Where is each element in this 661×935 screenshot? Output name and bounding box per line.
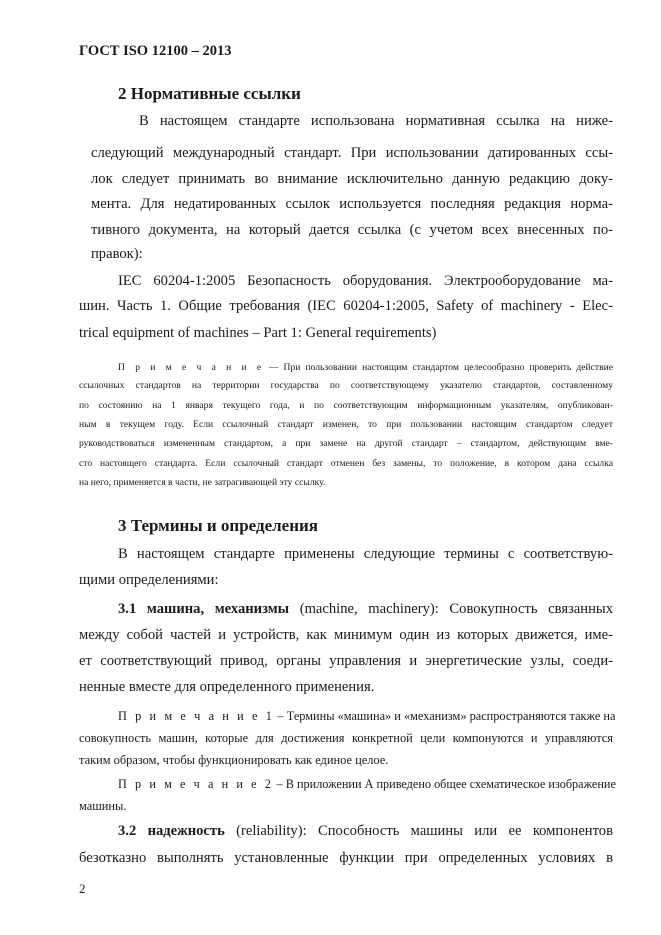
term-3-1-line4: ненные вместе для определенного применения. xyxy=(79,679,375,695)
term-3-1-first-text: (machine, machinery): Совокупность связанных xyxy=(289,601,613,617)
section-2-note-line2: ссылочных стандартов на территории государства по соответствующему указателю стандартов, составленному xyxy=(79,380,613,391)
note-1-first-text: – Термины «машина» и «механизм» распространяются также на xyxy=(274,709,616,723)
section-2-para1-line6: правок): xyxy=(91,246,143,262)
section-2-para1-line1: В настоящем стандарте использована нормативная ссылка на ниже- xyxy=(139,113,613,129)
note-2-line2: машины. xyxy=(79,799,127,813)
section-2-para1-line4: мента. Для недатированных ссылок используется последняя редакция норма- xyxy=(91,196,613,212)
section-2-note-line4: ным в текущем году. Если ссылочный стандарт изменен, то при пользовании настоящим стандартом следует xyxy=(79,419,613,430)
section-2-para1-line3: лок следует принимать во внимание исключительно данную редакцию доку- xyxy=(91,171,613,187)
section-3-intro-line1: В настоящем стандарте применены следующие термины с соответствую- xyxy=(118,546,613,562)
section-2-reference-line1: IEC 60204-1:2005 Безопасность оборудования. Электрооборудование ма- xyxy=(118,273,613,289)
section-2-heading: 2 Нормативные ссылки xyxy=(118,84,301,103)
note-1-line1 xyxy=(118,709,616,724)
document-header: ГОСТ ISO 12100 – 2013 xyxy=(79,43,232,59)
section-2-note-line1 xyxy=(118,362,613,373)
note-1-label: П р и м е ч а н и е 1 xyxy=(118,709,275,723)
note-1-line3: таким образом, чтобы функционировать как единое целое. xyxy=(79,753,389,767)
note-1-line2: совокупность машин, которые для достижения конкретной цели компонуются и управляются xyxy=(79,731,613,745)
section-2-para1-line2: следующий международный стандарт. При использовании датированных ссы- xyxy=(91,145,613,161)
section-2-para1-line5: тивного документа, на который дается ссылка (с учетом всех внесенных по- xyxy=(91,222,613,238)
note-first-text: — При пользовании настоящим стандартом целесообразно проверить действие xyxy=(263,362,613,373)
section-2-note-line6: сто настоящего стандарта. Если ссылочный стандарт отменен без замены, то положение, в котором дана ссылка xyxy=(79,458,613,469)
section-2-note-line7: на него, применяется в части, не затрагивающей эту ссылку. xyxy=(79,477,326,488)
section-2-reference-line3: trical equipment of machines – Part 1: General requirements) xyxy=(79,325,437,341)
section-2-note-line3: по состоянию на 1 января текущего года, и по соответствующим информационным указателям, опубликован- xyxy=(79,400,613,411)
note-2-line1 xyxy=(118,777,616,792)
section-2-reference-line2: шин. Часть 1. Общие требования (IEC 60204-1:2005, Safety of machinery - Elec- xyxy=(79,298,613,314)
term-3-1-line2: между собой частей и устройств, как минимум один из которых движется, име- xyxy=(79,627,613,643)
note-2-first-text: – В приложении А приведено общее схематическое изображение xyxy=(273,777,616,791)
section-3-intro-line2: щими определениями: xyxy=(79,572,219,588)
term-3-2-line2: безотказно выполнять установленные функции при определенных условиях в xyxy=(79,850,613,866)
section-2-note-line5: руководствоваться измененным стандартом, а при замене на другой стандарт – стандартом, действующим вме- xyxy=(79,438,613,449)
term-3-2-line1 xyxy=(118,823,613,840)
note-2-label: П р и м е ч а н и е 2 xyxy=(118,777,274,791)
term-3-1-name: 3.1 машина, механизмы xyxy=(118,601,290,617)
term-3-2-name: 3.2 надежность xyxy=(118,823,225,839)
note-label: П р и м е ч а н и е xyxy=(118,362,264,373)
section-3-heading: 3 Термины и определения xyxy=(118,516,319,535)
term-3-1-line3: ет соответствующий привод, органы управления и энергетические узлы, соеди- xyxy=(79,653,613,669)
term-3-2-first-text: (reliability): Способность машины или ее компонентов xyxy=(224,823,613,839)
page-number: 2 xyxy=(79,881,86,896)
term-3-1-line1 xyxy=(118,601,613,618)
